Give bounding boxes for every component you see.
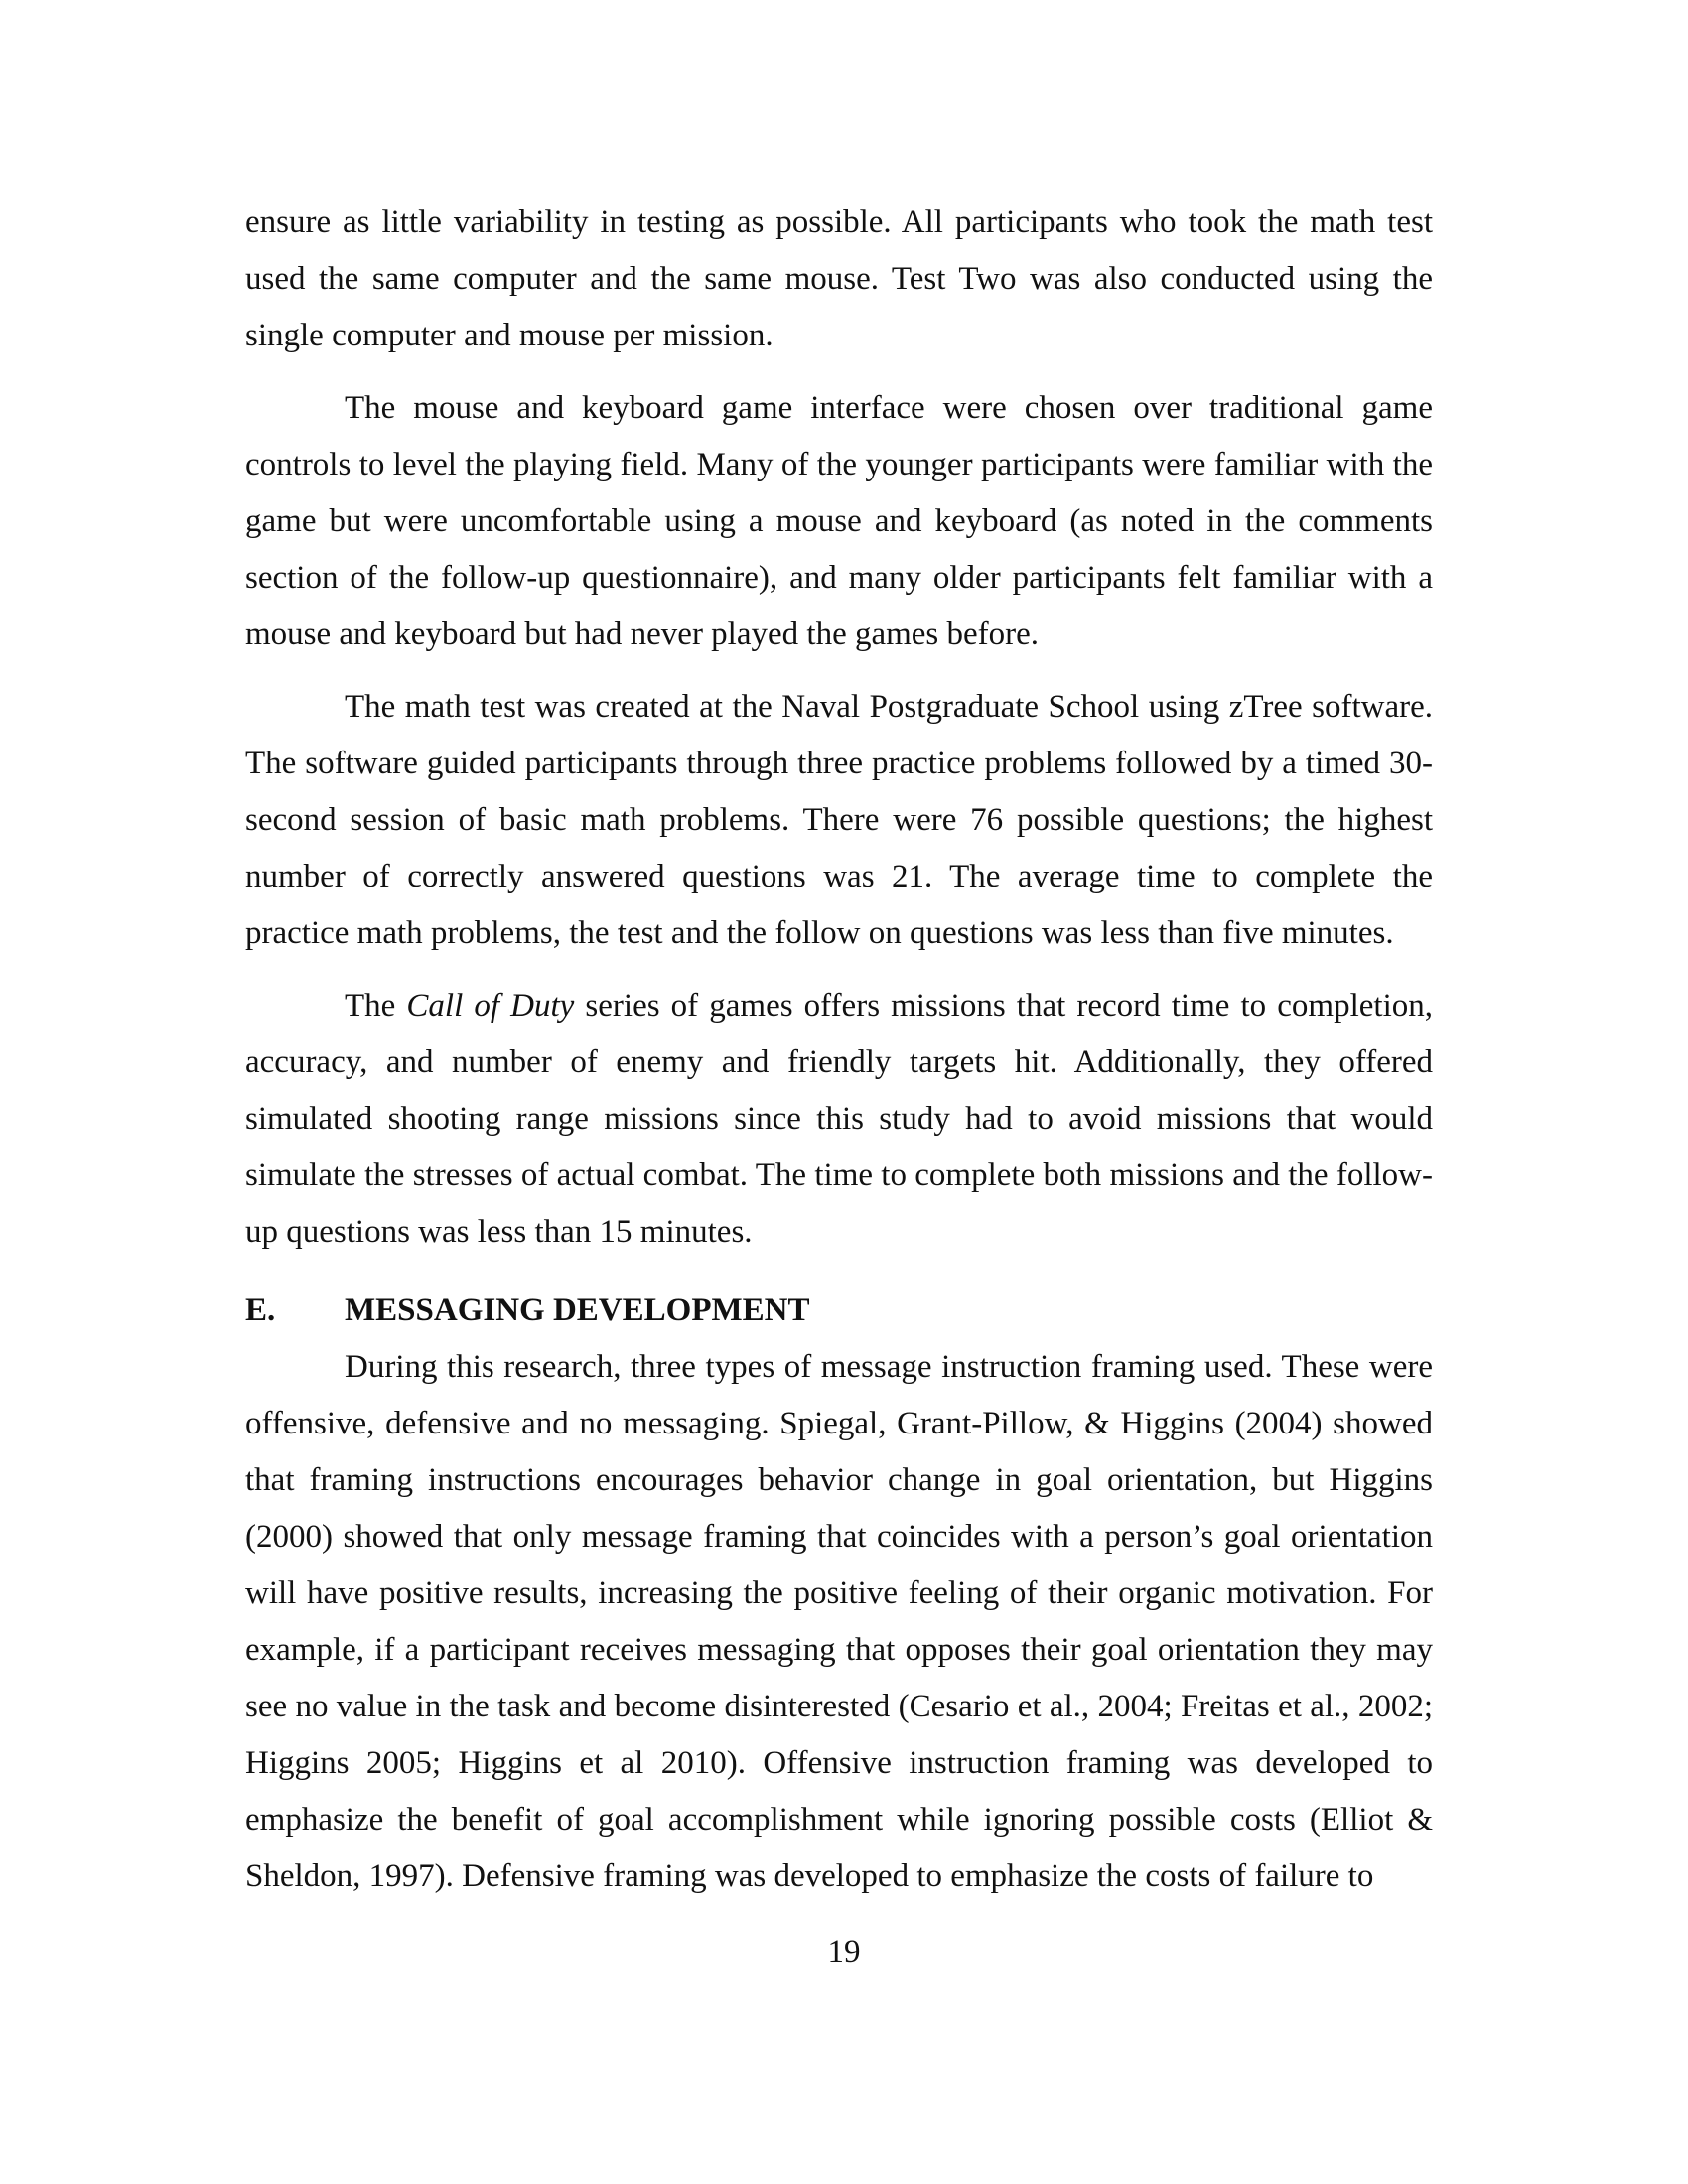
section-heading <box>245 1283 1433 1339</box>
paragraph-game-interface: The mouse and keyboard game interface were chosen over traditional game controls to level the playing field. Many of the younger participants were familiar with the game but were uncomfortable using a mouse and keyboard (as noted in the comments section of the follow-up questionnaire), and many older participants felt familiar with a mouse and keyboard but had never played the games before. <box>245 390 1433 652</box>
section-gap <box>245 1261 1433 1283</box>
paragraph-gap <box>245 364 1433 380</box>
section-number: E. <box>245 1293 276 1328</box>
paragraph-test-conditions: ensure as little variability in testing as possible. All participants who took the math test used the same computer and the same mouse. Test Two was also conducted using the single computer and mouse per mission. <box>245 205 1433 353</box>
document-body <box>245 195 1433 1905</box>
paragraph-gap <box>245 962 1433 978</box>
paragraph-messaging-development: During this research, three types of message instruction framing used. These were offensive, defensive and no messaging. Spiegal, Grant-Pillow, & Higgins (2004) showed that framing instructions encourages behavior change in goal orientation, but Higgins (2000) showed that only message framing that coincides with a person’s goal orientation will have positive results, increasing the positive feeling of their organic motivation. For example, if a participant receives messaging that opposes their goal orientation they may see no value in the task and become disinterested (Cesario et al., 2004; Freitas et al., 2002; Higgins 2005; Higgins et al 2010). Offensive instruction framing was developed to emphasize the benefit of goal accomplishment while ignoring possible costs (Elliot & Sheldon, 1997). Defensive framing was developed to emphasize the costs of failure to <box>245 1349 1433 1894</box>
paragraph-math-test: The math test was created at the Naval Postgraduate School using zTree software. The software guided participants through three practice problems followed by a timed 30-second session of basic math problems. There were 76 possible questions; the highest number of correctly answered questions was 21. The average time to complete the practice math problems, the test and the follow on questions was less than five minutes. <box>245 689 1433 951</box>
section-title: MESSAGING DEVELOPMENT <box>345 1293 810 1328</box>
call-of-duty-body-text: series of games offers missions that record time to completion, accuracy, and number of enemy and friendly targets hit. Additionally, they offered simulated shooting range missions since this study had to avoid missions that would simulate the stresses of actual combat. The time to complete both missions and the follow-up questions was less than 15 minutes. <box>245 988 1434 1250</box>
call-of-duty-lead-text: The <box>345 988 407 1024</box>
paragraph-gap <box>245 663 1433 679</box>
paragraph-call-of-duty <box>245 978 1433 1261</box>
game-title-italic: Call of Duty <box>406 988 575 1024</box>
page-number: 19 <box>827 1934 861 1970</box>
